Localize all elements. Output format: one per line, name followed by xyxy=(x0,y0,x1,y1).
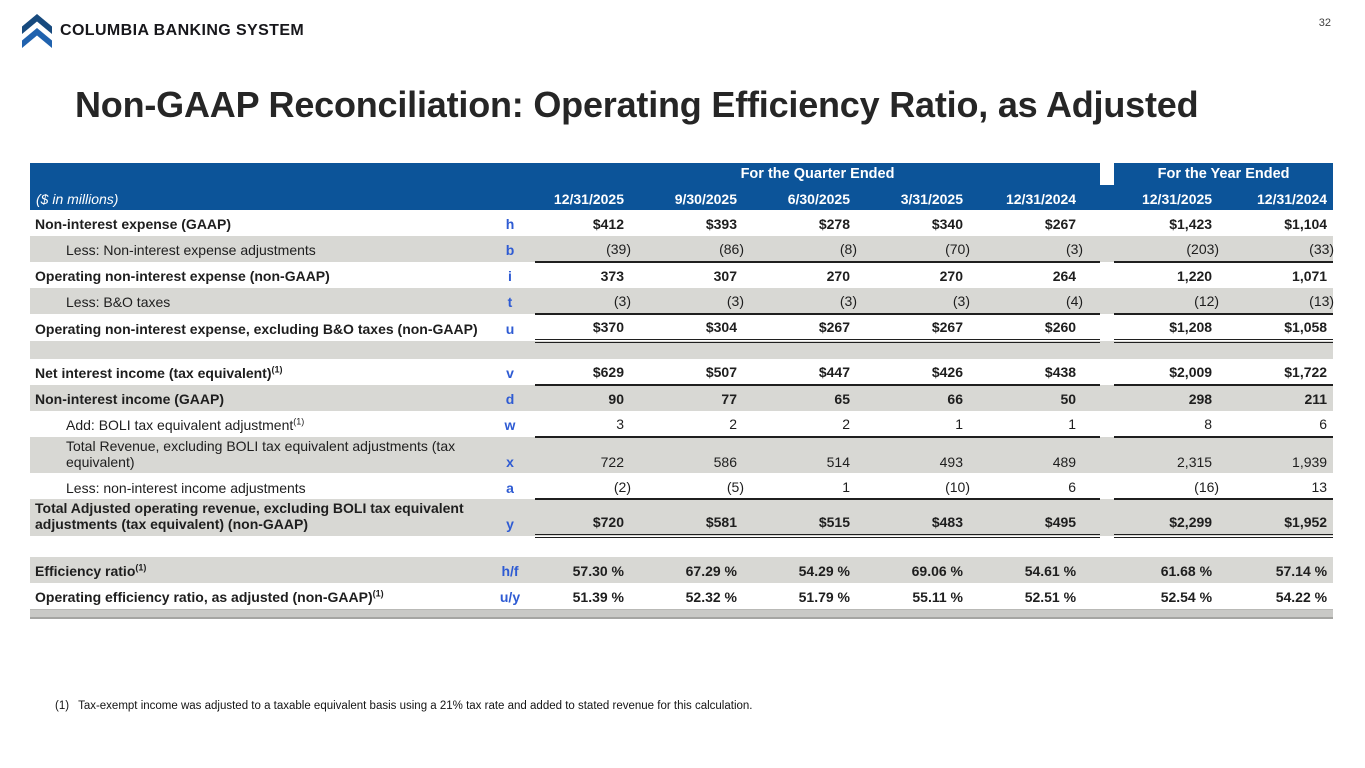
formula-code: x xyxy=(485,437,535,473)
column-header: 12/31/2024 xyxy=(987,185,1100,210)
cell-value: 2 xyxy=(648,411,761,437)
cell-value: $393 xyxy=(705,216,737,233)
column-gap xyxy=(1100,210,1114,236)
cell-value: 67.29 % xyxy=(648,557,761,583)
cell-value: 52.32 % xyxy=(685,589,737,606)
column-gap xyxy=(1100,288,1114,314)
cell-value: 307 xyxy=(713,268,737,285)
cell-value: 61.68 % xyxy=(1114,557,1224,583)
cell-value: 514 xyxy=(761,437,874,473)
cell-value: 65 xyxy=(761,385,874,411)
group-gap xyxy=(1100,163,1114,185)
cell-value: 298 xyxy=(1114,385,1224,411)
cell-value: 586 xyxy=(648,437,761,473)
row-label: Total Adjusted operating revenue, excluding BOLI tax equivalent adjustments (tax equivalent) (non-GAAP) xyxy=(30,499,485,535)
slide-title: Non-GAAP Reconciliation: Operating Efficiency Ratio, as Adjusted xyxy=(75,84,1199,125)
column-gap xyxy=(1100,411,1114,437)
formula-code: u xyxy=(505,321,515,338)
row-label: Net interest income (tax equivalent)$^{(1)}$ xyxy=(35,364,283,382)
group-gap xyxy=(1100,185,1114,210)
column-gap xyxy=(1100,583,1114,610)
row-label: Add: BOLI tax equivalent adjustment$^{(1)}$ xyxy=(66,416,305,434)
cell-value: $340 xyxy=(931,216,963,233)
row-label: Operating non-interest expense (non-GAAP) xyxy=(35,268,330,285)
cell-value: (2) xyxy=(535,473,648,499)
cell-value: 13 xyxy=(1224,473,1333,499)
cell-value: 8 xyxy=(1114,411,1224,437)
row-label: Operating efficiency ratio, as adjusted (non-GAAP)$^{(1)}$ xyxy=(35,588,384,606)
spacer-row xyxy=(30,341,1333,359)
footnote-reference: (1) xyxy=(372,588,384,599)
cell-value: 50 xyxy=(987,385,1100,411)
cell-value: 57.30 % xyxy=(535,557,648,583)
row-label: Total Revenue, excluding BOLI tax equivalent adjustments (tax equivalent) xyxy=(30,437,485,473)
formula-code: d xyxy=(485,385,535,411)
cell-value: $370 xyxy=(535,314,648,341)
table-row xyxy=(30,557,1333,583)
cell-value: (10) xyxy=(874,473,987,499)
formula-code: v xyxy=(506,365,514,382)
cell-value: $1,423 xyxy=(1169,216,1213,233)
cell-value: 2 xyxy=(761,411,874,437)
cell-value: $1,104 xyxy=(1284,216,1328,233)
cell-value: $1,952 xyxy=(1224,499,1333,535)
cell-value: 6 xyxy=(1224,411,1333,437)
cell-value: 493 xyxy=(874,437,987,473)
cell-value: (5) xyxy=(648,473,761,499)
cell-value: $483 xyxy=(874,499,987,535)
formula-code: t xyxy=(485,288,535,314)
table-row xyxy=(30,262,1333,288)
formula-code: b xyxy=(485,236,535,262)
double-chevron-up-icon xyxy=(22,14,52,48)
column-gap xyxy=(1100,557,1114,583)
cell-value: 211 xyxy=(1224,385,1333,411)
cell-value: 270 xyxy=(939,268,963,285)
year-group-header: For the Year Ended xyxy=(1114,163,1333,185)
cell-value: 270 xyxy=(826,268,850,285)
table-row xyxy=(30,583,1333,610)
cell-value: 1 xyxy=(874,411,987,437)
cell-value: 69.06 % xyxy=(874,557,987,583)
column-gap xyxy=(1100,385,1114,411)
table-bottom-bar xyxy=(30,609,1333,618)
cell-value: $447 xyxy=(761,359,874,385)
cell-value: (8) xyxy=(761,236,874,262)
cell-value: (33) xyxy=(1224,236,1333,262)
formula-code: u/y xyxy=(499,589,521,606)
table-row xyxy=(30,314,1333,341)
cell-value: 54.61 % xyxy=(987,557,1100,583)
formula-code: a xyxy=(506,479,514,496)
cell-value: $1,058 xyxy=(1224,314,1333,341)
cell-value: $267 xyxy=(874,314,987,341)
column-header-row xyxy=(30,185,1333,210)
cell-value: 51.39 % xyxy=(572,589,624,606)
footnote xyxy=(55,700,753,712)
cell-value: (86) xyxy=(648,236,761,262)
column-header: 12/31/2024 xyxy=(1224,185,1333,210)
row-label: Operating non-interest expense, excluding B&O taxes (non-GAAP) xyxy=(35,321,478,338)
column-header: 12/31/2025 xyxy=(1114,185,1224,210)
formula-code: w xyxy=(504,417,516,434)
table-row xyxy=(30,359,1333,385)
row-label: Efficiency ratio$^{(1)}$ xyxy=(30,557,485,583)
cell-value: 77 xyxy=(648,385,761,411)
reconciliation-table xyxy=(30,163,1333,619)
spacer-cell xyxy=(30,341,1333,359)
cell-value: (3) xyxy=(987,236,1100,262)
quarter-group-header: For the Quarter Ended xyxy=(535,163,1100,185)
units-label: ($ in millions) xyxy=(30,185,535,210)
reconciliation-table-container xyxy=(30,163,1333,619)
row-label: Less: Non-interest expense adjustments xyxy=(30,236,485,262)
formula-code: y xyxy=(485,499,535,535)
table-row xyxy=(30,385,1333,411)
footnote-reference: (1) xyxy=(271,364,283,375)
column-header: 3/31/2025 xyxy=(874,185,987,210)
cell-value: $304 xyxy=(648,314,761,341)
cell-value: 722 xyxy=(535,437,648,473)
cell-value: $629 xyxy=(535,359,648,385)
company-logo xyxy=(22,14,304,48)
cell-value: $267 xyxy=(761,314,874,341)
cell-value: 66 xyxy=(874,385,987,411)
formula-code: i xyxy=(508,268,512,285)
cell-value: $720 xyxy=(535,499,648,535)
footnote-marker: (1) xyxy=(55,700,70,712)
cell-value: (70) xyxy=(874,236,987,262)
cell-value: $507 xyxy=(648,359,761,385)
cell-value: 55.11 % xyxy=(912,589,963,606)
cell-value: $278 xyxy=(818,216,850,233)
cell-value: 6 xyxy=(987,473,1100,499)
cell-value: (3) xyxy=(761,288,874,314)
cell-value: 1 xyxy=(987,411,1100,437)
cell-value: (12) xyxy=(1114,288,1224,314)
cell-value: $438 xyxy=(987,359,1100,385)
footnote-reference: (1) xyxy=(135,562,147,573)
column-gap xyxy=(1100,359,1114,385)
brand-name: COLUMBIA BANKING SYSTEM xyxy=(60,22,305,39)
footnote-text: Tax-exempt income was adjusted to a taxable equivalent basis using a 21% tax rate and added to stated revenue for this calculation. xyxy=(78,700,753,712)
row-label: Non-interest expense (GAAP) xyxy=(35,216,232,233)
cell-value: 54.22 % xyxy=(1275,589,1328,606)
table-row xyxy=(30,437,1333,473)
spacer-row xyxy=(30,536,1333,557)
table-row xyxy=(30,411,1333,437)
cell-value: (3) xyxy=(874,288,987,314)
cell-value: (3) xyxy=(535,288,648,314)
cell-value: (3) xyxy=(648,288,761,314)
cell-value: (203) xyxy=(1114,236,1224,262)
cell-value: 1 xyxy=(761,473,874,499)
column-gap xyxy=(1100,262,1114,288)
cell-value: 54.29 % xyxy=(761,557,874,583)
header-blank-cell xyxy=(30,163,535,185)
cell-value: 3 xyxy=(535,411,648,437)
cell-value: $2,009 xyxy=(1114,359,1224,385)
row-label: Less: B&O taxes xyxy=(30,288,485,314)
column-gap xyxy=(1100,314,1114,341)
row-label: Less: non-interest income adjustments xyxy=(66,479,306,496)
table-row xyxy=(30,473,1333,499)
cell-value: 489 xyxy=(987,437,1100,473)
cell-value: $495 xyxy=(987,499,1100,535)
cell-value: $581 xyxy=(648,499,761,535)
cell-value: 52.54 % xyxy=(1160,589,1213,606)
page-number: 32 xyxy=(1318,17,1331,29)
table-bottom-bar-cell xyxy=(30,609,1333,618)
table-row xyxy=(30,288,1333,314)
cell-value: 373 xyxy=(600,268,624,285)
cell-value: $267 xyxy=(1044,216,1077,233)
cell-value: 51.79 % xyxy=(798,589,850,606)
cell-value: 52.51 % xyxy=(1024,589,1077,606)
cell-value: $260 xyxy=(987,314,1100,341)
cell-value: $412 xyxy=(592,216,624,233)
cell-value: (4) xyxy=(987,288,1100,314)
column-gap xyxy=(1100,437,1114,473)
cell-value: $426 xyxy=(874,359,987,385)
column-gap xyxy=(1100,236,1114,262)
column-gap xyxy=(1100,473,1114,499)
cell-value: 1,220 xyxy=(1177,268,1213,285)
cell-value: (13) xyxy=(1224,288,1333,314)
cell-value: $1,722 xyxy=(1224,359,1333,385)
table-row xyxy=(30,210,1333,236)
table-row xyxy=(30,499,1333,535)
cell-value: $1,208 xyxy=(1114,314,1224,341)
column-header: 6/30/2025 xyxy=(761,185,874,210)
cell-value: 1,071 xyxy=(1292,268,1328,285)
formula-code: h/f xyxy=(485,557,535,583)
column-header: 9/30/2025 xyxy=(648,185,761,210)
column-header: 12/31/2025 xyxy=(535,185,648,210)
footnote-reference: (1) xyxy=(293,416,305,427)
formula-code: h xyxy=(505,216,515,233)
cell-value: (39) xyxy=(535,236,648,262)
cell-value: 57.14 % xyxy=(1224,557,1333,583)
cell-value: $515 xyxy=(761,499,874,535)
cell-value: 264 xyxy=(1052,268,1077,285)
cell-value: 2,315 xyxy=(1114,437,1224,473)
cell-value: (16) xyxy=(1114,473,1224,499)
cell-value: 1,939 xyxy=(1224,437,1333,473)
cell-value: 90 xyxy=(535,385,648,411)
group-header-row xyxy=(30,163,1333,185)
row-label: Non-interest income (GAAP) xyxy=(30,385,485,411)
cell-value: $2,299 xyxy=(1114,499,1224,535)
spacer-cell xyxy=(30,536,1333,557)
table-row xyxy=(30,236,1333,262)
column-gap xyxy=(1100,499,1114,535)
